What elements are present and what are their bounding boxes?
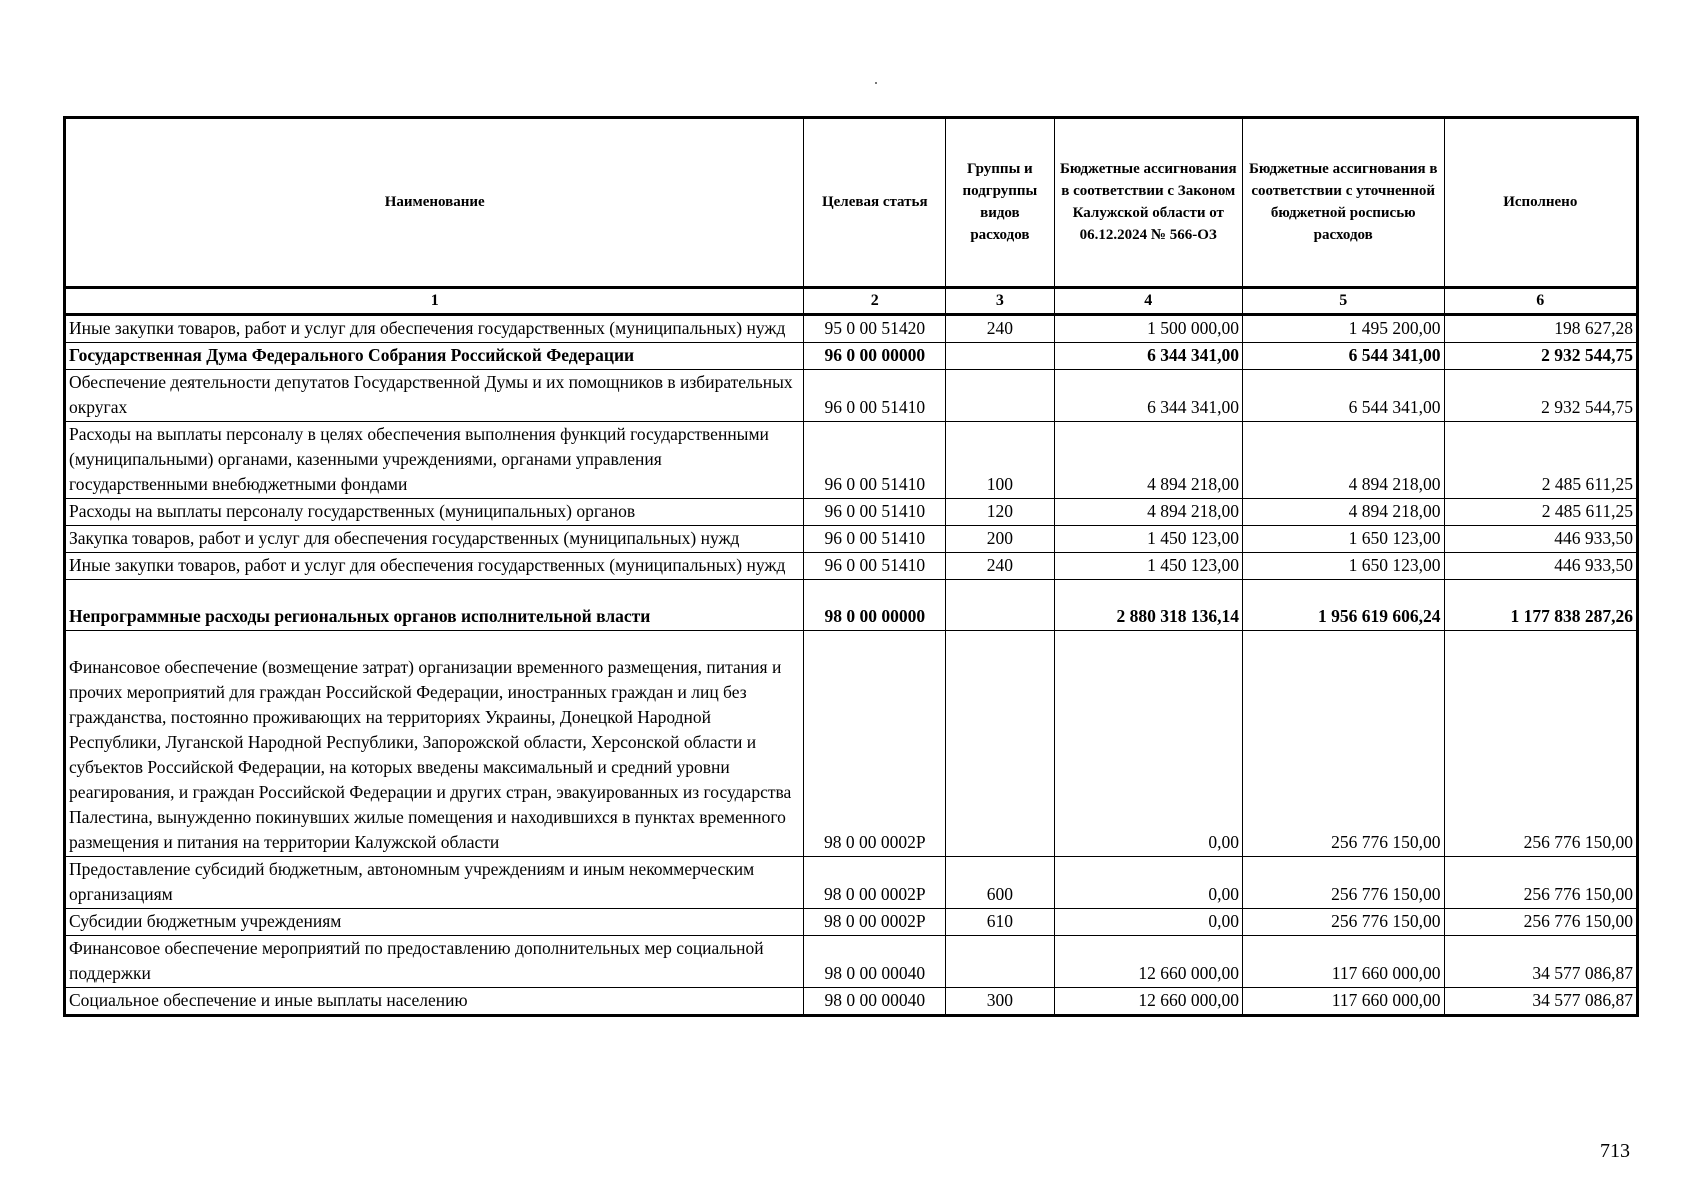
row-target-article-cell: 98 0 00 00000 [804, 580, 946, 631]
row-law-amount-cell: 4 894 218,00 [1054, 499, 1242, 526]
row-executed-amount-cell: 198 627,28 [1444, 315, 1637, 343]
row-law-amount-cell: 1 500 000,00 [1054, 315, 1242, 343]
column-number: 6 [1444, 288, 1637, 315]
column-number-row [65, 288, 1638, 315]
header-name: Наименование [65, 118, 804, 288]
row-executed-amount-cell: 256 776 150,00 [1444, 857, 1637, 909]
row-target-article-cell: 95 0 00 51420 [804, 315, 946, 343]
row-target-article-cell: 96 0 00 51410 [804, 526, 946, 553]
row-target-article-cell: 96 0 00 51410 [804, 370, 946, 422]
row-name-cell: Финансовое обеспечение мероприятий по предоставлению дополнительных мер социальной поддержки [65, 936, 804, 988]
row-target-article-cell: 98 0 00 00040 [804, 936, 946, 988]
row-name-cell: Непрограммные расходы региональных органов исполнительной власти [65, 580, 804, 631]
table-row [65, 909, 1638, 936]
row-target-article-cell: 98 0 00 0002Р [804, 631, 946, 857]
row-plan-amount-cell: 1 650 123,00 [1242, 553, 1444, 580]
row-plan-amount-cell: 117 660 000,00 [1242, 936, 1444, 988]
row-plan-amount-cell: 1 650 123,00 [1242, 526, 1444, 553]
table-row [65, 499, 1638, 526]
row-plan-amount-cell: 4 894 218,00 [1242, 499, 1444, 526]
row-expense-group-cell [946, 936, 1054, 988]
row-plan-amount-cell: 1 956 619 606,24 [1242, 580, 1444, 631]
budget-table [63, 116, 1639, 1017]
table-row [65, 553, 1638, 580]
row-plan-amount-cell: 117 660 000,00 [1242, 988, 1444, 1016]
header-law-allocations: Бюджетные ассигнования в соответствии с Законом Калужской области от 06.12.2024 № 566-ОЗ [1054, 118, 1242, 288]
table-body [65, 315, 1638, 1016]
row-law-amount-cell: 6 344 341,00 [1054, 370, 1242, 422]
row-executed-amount-cell: 2 932 544,75 [1444, 343, 1637, 370]
row-expense-group-cell: 120 [946, 499, 1054, 526]
row-law-amount-cell: 6 344 341,00 [1054, 343, 1242, 370]
header-row [65, 118, 1638, 288]
row-executed-amount-cell: 2 932 544,75 [1444, 370, 1637, 422]
row-target-article-cell: 98 0 00 0002Р [804, 857, 946, 909]
row-law-amount-cell: 12 660 000,00 [1054, 936, 1242, 988]
row-name-cell: Расходы на выплаты персоналу государственных (муниципальных) органов [65, 499, 804, 526]
row-expense-group-cell [946, 580, 1054, 631]
row-name-cell: Государственная Дума Федерального Собрания Российской Федерации [65, 343, 804, 370]
row-name-cell: Расходы на выплаты персоналу в целях обеспечения выполнения функций государственными (муниципальными) органами, казенными учреждениями, органами управления государственными внебюджетными фондами [65, 422, 804, 499]
row-law-amount-cell: 1 450 123,00 [1054, 553, 1242, 580]
row-executed-amount-cell: 34 577 086,87 [1444, 988, 1637, 1016]
row-plan-amount-cell: 256 776 150,00 [1242, 909, 1444, 936]
row-executed-amount-cell: 2 485 611,25 [1444, 422, 1637, 499]
row-plan-amount-cell: 6 544 341,00 [1242, 343, 1444, 370]
table-row [65, 526, 1638, 553]
row-expense-group-cell [946, 370, 1054, 422]
table-row [65, 631, 1638, 857]
row-name-cell: Социальное обеспечение и иные выплаты населению [65, 988, 804, 1016]
header-target-article: Целевая статья [804, 118, 946, 288]
row-name-cell: Финансовое обеспечение (возмещение затрат) организации временного размещения, питания и прочих мероприятий для граждан Российской Федерации, иностранных граждан и лиц без гражданства, постоянно проживающих на территориях Украины, Донецкой Народной Республики, Луганской Народной Республики, Запорожской области, Херсонской области и субъектов Российской Федерации, на которых введены максимальный и средний уровни реагирования, и граждан Российской Федерации и других стран, эвакуированных из государства Палестина, вынужденно покинувших жилые помещения и находившихся в пунктах временного размещения и питания на территории Калужской области [65, 631, 804, 857]
row-target-article-cell: 96 0 00 51410 [804, 422, 946, 499]
row-executed-amount-cell: 1 177 838 287,26 [1444, 580, 1637, 631]
row-target-article-cell: 96 0 00 00000 [804, 343, 946, 370]
header-refined-allocations: Бюджетные ассигнования в соответствии с уточненной бюджетной росписью расходов [1242, 118, 1444, 288]
row-expense-group-cell: 240 [946, 553, 1054, 580]
row-executed-amount-cell: 2 485 611,25 [1444, 499, 1637, 526]
column-number: 1 [65, 288, 804, 315]
header-executed: Исполнено [1444, 118, 1637, 288]
table-row [65, 315, 1638, 343]
row-law-amount-cell: 12 660 000,00 [1054, 988, 1242, 1016]
row-target-article-cell: 96 0 00 51410 [804, 553, 946, 580]
row-name-cell: Обеспечение деятельности депутатов Государственной Думы и их помощников в избирательных округах [65, 370, 804, 422]
row-expense-group-cell: 610 [946, 909, 1054, 936]
page-number: 713 [1600, 1140, 1630, 1162]
column-number: 5 [1242, 288, 1444, 315]
row-plan-amount-cell: 4 894 218,00 [1242, 422, 1444, 499]
row-name-cell: Субсидии бюджетным учреждениям [65, 909, 804, 936]
scan-speck [875, 82, 877, 84]
row-target-article-cell: 96 0 00 51410 [804, 499, 946, 526]
row-law-amount-cell: 0,00 [1054, 909, 1242, 936]
table-row [65, 422, 1638, 499]
row-expense-group-cell: 240 [946, 315, 1054, 343]
table-row [65, 988, 1638, 1016]
row-plan-amount-cell: 1 495 200,00 [1242, 315, 1444, 343]
table-row [65, 857, 1638, 909]
row-expense-group-cell: 300 [946, 988, 1054, 1016]
row-expense-group-cell: 200 [946, 526, 1054, 553]
row-expense-group-cell: 600 [946, 857, 1054, 909]
row-executed-amount-cell: 256 776 150,00 [1444, 631, 1637, 857]
row-law-amount-cell: 1 450 123,00 [1054, 526, 1242, 553]
table-row [65, 370, 1638, 422]
row-name-cell: Иные закупки товаров, работ и услуг для обеспечения государственных (муниципальных) нужд [65, 553, 804, 580]
column-number: 3 [946, 288, 1054, 315]
column-number: 4 [1054, 288, 1242, 315]
header-expense-groups: Группы и подгруппы видов расходов [946, 118, 1054, 288]
row-law-amount-cell: 0,00 [1054, 857, 1242, 909]
row-executed-amount-cell: 446 933,50 [1444, 553, 1637, 580]
row-expense-group-cell [946, 343, 1054, 370]
row-name-cell: Иные закупки товаров, работ и услуг для обеспечения государственных (муниципальных) нужд [65, 315, 804, 343]
row-name-cell: Закупка товаров, работ и услуг для обеспечения государственных (муниципальных) нужд [65, 526, 804, 553]
table-row [65, 343, 1638, 370]
row-plan-amount-cell: 256 776 150,00 [1242, 857, 1444, 909]
row-expense-group-cell: 100 [946, 422, 1054, 499]
table-row [65, 580, 1638, 631]
row-target-article-cell: 98 0 00 00040 [804, 988, 946, 1016]
row-law-amount-cell: 2 880 318 136,14 [1054, 580, 1242, 631]
row-expense-group-cell [946, 631, 1054, 857]
row-plan-amount-cell: 256 776 150,00 [1242, 631, 1444, 857]
row-plan-amount-cell: 6 544 341,00 [1242, 370, 1444, 422]
row-executed-amount-cell: 256 776 150,00 [1444, 909, 1637, 936]
row-law-amount-cell: 0,00 [1054, 631, 1242, 857]
row-target-article-cell: 98 0 00 0002Р [804, 909, 946, 936]
table-row [65, 936, 1638, 988]
column-number: 2 [804, 288, 946, 315]
row-law-amount-cell: 4 894 218,00 [1054, 422, 1242, 499]
row-executed-amount-cell: 34 577 086,87 [1444, 936, 1637, 988]
row-name-cell: Предоставление субсидий бюджетным, автономным учреждениям и иным некоммерческим организациям [65, 857, 804, 909]
row-executed-amount-cell: 446 933,50 [1444, 526, 1637, 553]
